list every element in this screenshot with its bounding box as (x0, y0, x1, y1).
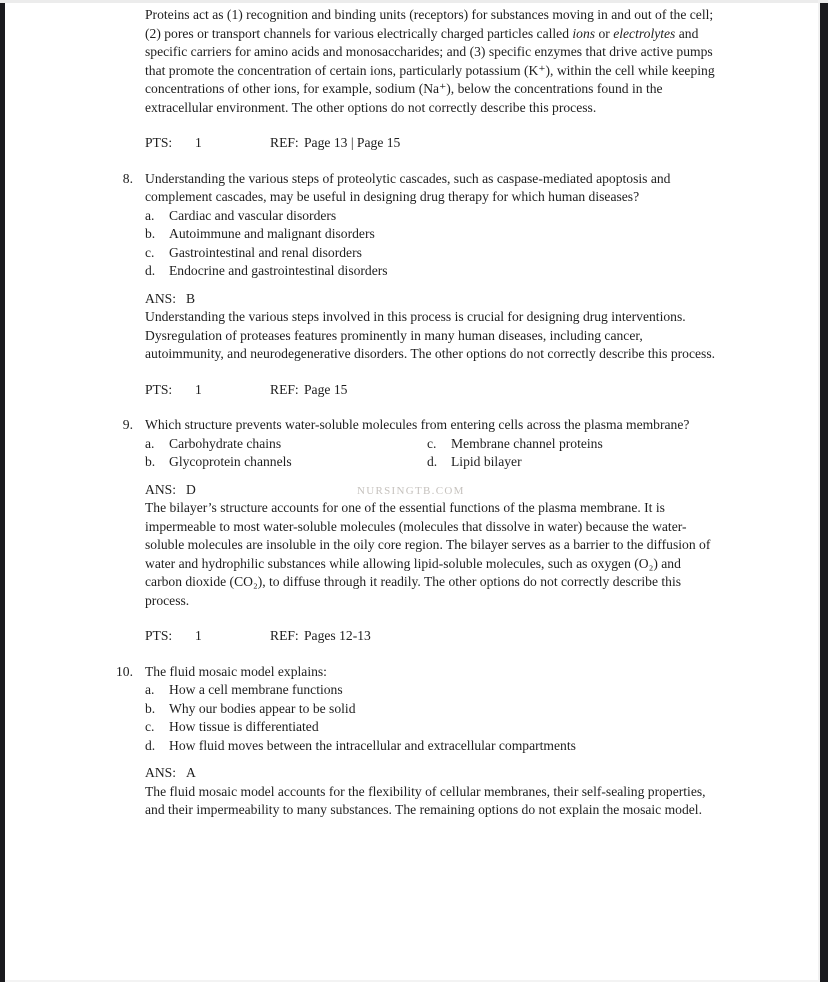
question-body (145, 170, 720, 400)
option-letter: a. (145, 435, 155, 451)
question-10 (0, 663, 828, 820)
option-d (145, 737, 720, 756)
option-letter: b. (145, 700, 156, 716)
pts-label: PTS: (145, 628, 173, 643)
option-b (145, 225, 720, 244)
answer-line (145, 290, 720, 309)
ans-value: D (185, 481, 196, 497)
options-list (145, 681, 720, 755)
question-body (145, 663, 720, 820)
answer-line (145, 481, 720, 500)
option-a (145, 207, 720, 226)
ref-value: Page 13 | Page 15 (304, 135, 401, 150)
option-b (145, 453, 427, 472)
term-electrolytes: electrolytes (613, 25, 676, 41)
option-b (145, 700, 720, 719)
answer-explanation: Understanding the various steps involved in this process is crucial for designing drug interventions. Dysregulation of proteases features prominently in many human diseases, including cancer, autoimmunity, and neurodegenerative disorders. The other options do not correctly describe this process. (145, 309, 716, 361)
ref-label: REF: (270, 135, 299, 150)
option-letter: d. (145, 737, 156, 753)
option-d (427, 453, 720, 472)
option-letter: d. (145, 263, 156, 278)
pts-ref-row (145, 134, 828, 153)
carryover-answer-paragraph (145, 6, 720, 117)
option-text: How fluid moves between the intracellular and extracellular compartments (169, 737, 576, 753)
option-text: Endocrine and gastrointestinal disorders (169, 263, 388, 278)
option-text: Lipid bilayer (451, 454, 522, 469)
ref-value: Pages 12-13 (304, 628, 371, 643)
option-text: How tissue is differentiated (169, 719, 319, 734)
pts-value: 1 (195, 381, 202, 397)
option-a (145, 681, 720, 700)
option-text: Gastrointestinal and renal disorders (169, 244, 362, 260)
ans-value: A (185, 765, 196, 780)
option-letter: c. (145, 244, 155, 260)
question-body (145, 416, 720, 646)
pts-value: 1 (195, 135, 202, 150)
pts-ref-row (145, 381, 720, 400)
question-number: 8. (122, 170, 133, 186)
answer-explanation: The bilayer’s structure accounts for one of the essential functions of the plasma membrane. It is impermeable to most water-soluble molecules (molecules that dissolve in water) because the water-soluble molecules are insoluble in the oily core region. The bilayer serves as a barrier to the diffusion of water and hydrophilic substances while allowing lipid-soluble molecules, such as oxygen (O₂) and carbon dioxide (CO₂), to diffuse through it readily. The other options do not correctly describe this process. (145, 500, 711, 608)
options-list (145, 207, 720, 281)
option-d (145, 262, 720, 281)
ans-label: ANS: (145, 765, 176, 780)
question-8 (0, 170, 828, 400)
question-9 (0, 416, 828, 646)
answer-text: and specific carriers for amino acids and monosaccharides; and (3) specific enzymes that drive active pumps that promote the concentration of certain ions, particularly potassium (K⁺), within the cell while keeping concentrations of other ions, for example, sodium (Na⁺), below the concentrations found in the extracellular environment. The other options do not correctly describe this process. (145, 25, 715, 115)
answer-explanation: The fluid mosaic model accounts for the flexibility of cellular membranes, their self-sealing properties, and their impermeability to many substances. The remaining options do not explain the mosaic model. (145, 783, 706, 817)
option-text: How a cell membrane functions (169, 682, 343, 697)
option-letter: c. (145, 719, 155, 734)
ref-label: REF: (270, 381, 299, 397)
ans-label: ANS: (145, 290, 176, 306)
pts-ref-row (145, 627, 720, 646)
option-c (145, 244, 720, 263)
option-a (145, 435, 427, 454)
option-letter: d. (427, 454, 438, 469)
option-letter: b. (145, 454, 156, 469)
answer-text: Proteins act as (1) recognition and binding units (receptors) for substances moving in and out of the cell; (2) pores or transport channels for various electrically charged particles called (145, 7, 714, 41)
option-letter: b. (145, 226, 156, 241)
question-text: The fluid mosaic model explains: (145, 663, 327, 679)
pts-value: 1 (195, 628, 202, 643)
pts-label: PTS: (145, 381, 173, 397)
option-letter: c. (427, 435, 437, 451)
ref-label: REF: (270, 628, 299, 643)
option-text: Autoimmune and malignant disorders (169, 226, 375, 241)
question-text: Understanding the various steps of proteolytic cascades, such as caspase-mediated apoptosis and complement cascades, may be useful in designing drug therapy for which human diseases? (145, 170, 671, 204)
watermark: NURSINGTB.COM (357, 485, 465, 497)
question-number: 9. (122, 417, 133, 432)
option-letter: a. (145, 682, 155, 697)
option-text: Carbohydrate chains (169, 435, 282, 451)
ans-label: ANS: (145, 481, 176, 497)
option-text: Glycoprotein channels (169, 454, 292, 469)
term-ions: ions (572, 25, 596, 41)
answer-text: or (595, 25, 614, 41)
option-text: Cardiac and vascular disorders (169, 207, 337, 223)
option-c (427, 435, 720, 454)
pts-label: PTS: (145, 135, 173, 150)
answer-line (145, 764, 720, 783)
option-c (145, 718, 720, 737)
options-list (145, 435, 720, 472)
question-text: Which structure prevents water-soluble molecules from entering cells across the plasma membrane? (145, 417, 690, 432)
option-letter: a. (145, 207, 155, 223)
option-text: Why our bodies appear to be solid (169, 700, 356, 716)
question-number: 10. (116, 663, 133, 679)
option-text: Membrane channel proteins (451, 435, 603, 451)
ref-value: Page 15 (304, 381, 348, 397)
ans-value: B (185, 290, 196, 306)
